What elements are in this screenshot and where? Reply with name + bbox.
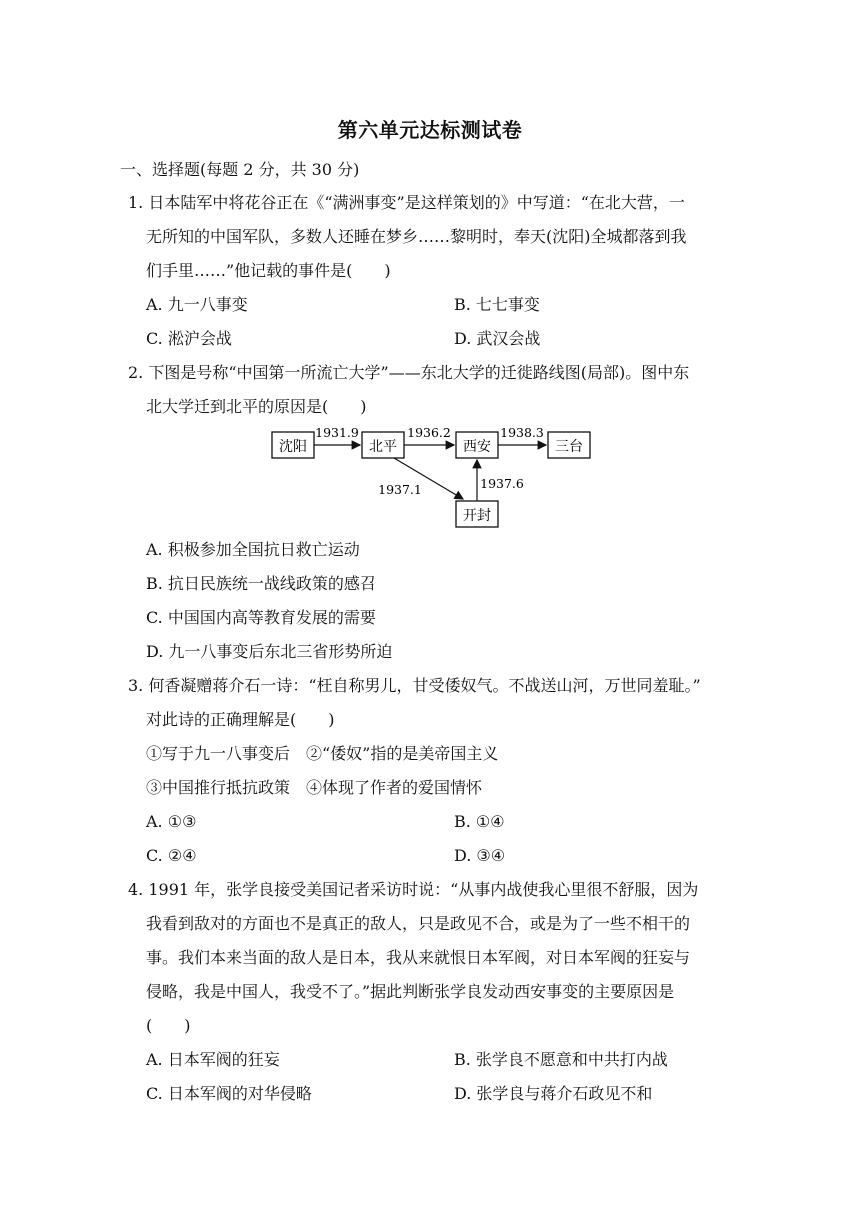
q2-option-c: C. 中国国内高等教育发展的需要: [146, 608, 376, 627]
q1-option-d: D. 武汉会战: [454, 329, 541, 348]
q4-option-d: D. 张学良与蒋介石政见不和: [454, 1084, 653, 1103]
edge-label-1931-9: 1931.9: [315, 425, 359, 440]
edge-label-1936-2: 1936.2: [407, 425, 451, 440]
q2-line-1: 2. 下图是号称“中国第一所流亡大学”——东北大学的迁徙路线图(局部)。图中东: [128, 363, 690, 382]
q3-option-d: D. ③④: [454, 846, 506, 865]
q4-line-4: 侵略，我是中国人，我受不了。”据此判断张学良发动西安事变的主要原因是: [146, 982, 675, 1001]
q2-option-a: A. 积极参加全国抗日救亡运动: [146, 540, 360, 559]
q1-line-2: 无所知的中国军队，多数人还睡在梦乡……黎明时，奉天(沈阳)全城都落到我: [146, 227, 687, 246]
edge-label-1938-3: 1938.3: [500, 425, 544, 440]
node-santai: 三台: [555, 439, 583, 455]
q2-option-d: D. 九一八事变后东北三省形势所迫: [146, 642, 393, 661]
q4-line-2: 我看到敌对的方面也不是真正的敌人，只是政见不合，或是为了一些不相干的: [146, 914, 691, 933]
q4-line-5: ( ): [146, 1016, 191, 1035]
q1-option-b: B. 七七事变: [454, 295, 540, 314]
migration-route-diagram: [260, 418, 600, 530]
q3-line-2: 对此诗的正确理解是( ): [146, 710, 335, 729]
q2-option-b: B. 抗日民族统一战线政策的感召: [146, 574, 376, 593]
q3-option-b: B. ①④: [454, 812, 505, 831]
section-heading: 一、选择题(每题 2 分，共 30 分): [120, 160, 360, 179]
node-kaifeng: 开封: [463, 508, 491, 524]
q3-statements-2: ③中国推行抵抗政策 ④体现了作者的爱国情怀: [146, 778, 483, 797]
node-beiping: 北平: [369, 439, 397, 455]
node-shenyang: 沈阳: [279, 439, 307, 455]
q1-option-c: C. 淞沪会战: [146, 329, 232, 348]
edge-label-1937-6: 1937.6: [480, 476, 524, 491]
q4-option-b: B. 张学良不愿意和中共打内战: [454, 1050, 668, 1069]
q4-option-c: C. 日本军阀的对华侵略: [146, 1084, 312, 1103]
page-title: 第六单元达标测试卷: [337, 118, 523, 142]
q3-line-1: 3. 何香凝赠蒋介石一诗：“枉自称男儿，甘受倭奴气。不战送山河，万世同羞耻。”: [128, 676, 701, 695]
q1-line-3: 们手里……”他记载的事件是( ): [146, 261, 391, 280]
q2-line-2: 北大学迁到北平的原因是( ): [146, 397, 367, 416]
q4-line-3: 事。我们本来当面的敌人是日本，我从来就恨日本军阀，对日本军阀的狂妄与: [146, 948, 691, 967]
node-xian: 西安: [463, 439, 491, 455]
q3-statements-1: ①写于九一八事变后 ②“倭奴”指的是美帝国主义: [146, 744, 499, 763]
edge-label-1937-1: 1937.1: [378, 482, 422, 497]
q1-option-a: A. 九一八事变: [146, 295, 248, 314]
q1-line-1: 1. 日本陆军中将花谷正在《“满洲事变”是这样策划的》中写道：“在北大营，一: [128, 193, 685, 212]
q3-option-c: C. ②④: [146, 846, 197, 865]
q4-option-a: A. 日本军阀的狂妄: [146, 1050, 280, 1069]
q4-line-1: 4. 1991 年，张学良接受美国记者采访时说：“从事内战使我心里很不舒服，因为: [128, 880, 699, 899]
q3-option-a: A. ①③: [146, 812, 197, 831]
